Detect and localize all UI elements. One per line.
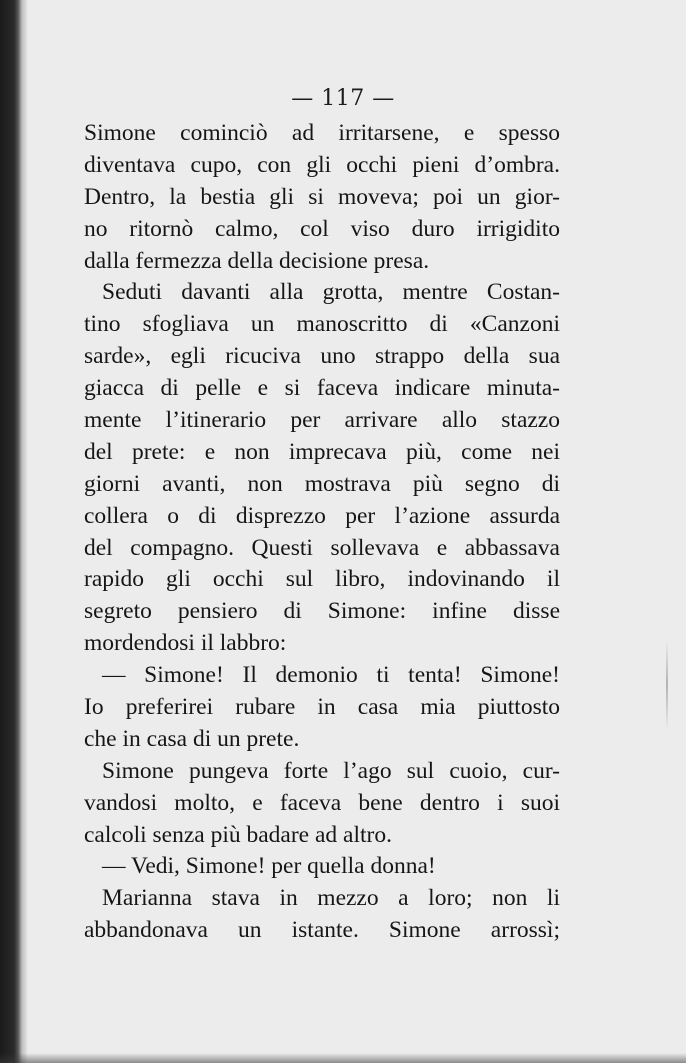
text-line: dalla fermezza della decisione presa. [84,247,430,274]
text-line: che in casa di un prete. [84,725,300,752]
text-line: mente l’itinerario per arrivare allo stazzo [84,407,560,434]
text-line: abbandonava un istante. Simone arrossì; [84,917,560,944]
text-line: giorni avanti, non mostrava più segno di [84,470,560,497]
text-line: Simone pungeva forte l’ago sul cuoio, cur- [102,757,560,784]
text-line: del compagno. Questi sollevava e abbassava [84,534,560,561]
text-line: tino sfogliava un manoscritto di «Canzoni [84,311,560,338]
text-line: Seduti davanti alla grotta, mentre Costan- [102,279,560,306]
text-line: Marianna stava in mezzo a loro; non li [102,885,560,912]
text-line: — Vedi, Simone! per quella donna! [102,853,436,880]
text-line: segreto pensiero di Simone: infine disse [84,598,560,625]
text-line: collera o di disprezzo per l’azione assurda [84,502,560,529]
text-line: Io preferirei rubare in casa mia piuttosto [84,694,560,721]
text-line: mordendosi il labbro: [84,630,287,657]
page-number: — 117 — [291,86,395,111]
text-line: vandosi molto, e faceva bene dentro i suoi [84,789,560,816]
text-line: — Simone! Il demonio ti tenta! Simone! [102,662,560,689]
text-line: del prete: e non imprecava più, come nei [84,438,560,465]
text-line: giacca di pelle e si faceva indicare minuta- [84,375,560,402]
text-line: Simone cominciò ad irritarsene, e spesso [84,120,560,146]
text-line: no ritornò calmo, col viso duro irrigidito [84,215,560,242]
text-line: sarde», egli ricuciva uno strappo della sua [84,343,560,370]
text-line: rapido gli occhi sul libro, indovinando il [84,566,560,593]
margin-mark [666,640,668,730]
text-line: calcoli senza più badare ad altro. [84,821,392,848]
body-text [84,118,560,947]
text-line: Dentro, la bestia gli si moveva; poi un gior- [84,183,560,210]
text-line: diventava cupo, con gli occhi pieni d’ombra. [84,151,560,178]
